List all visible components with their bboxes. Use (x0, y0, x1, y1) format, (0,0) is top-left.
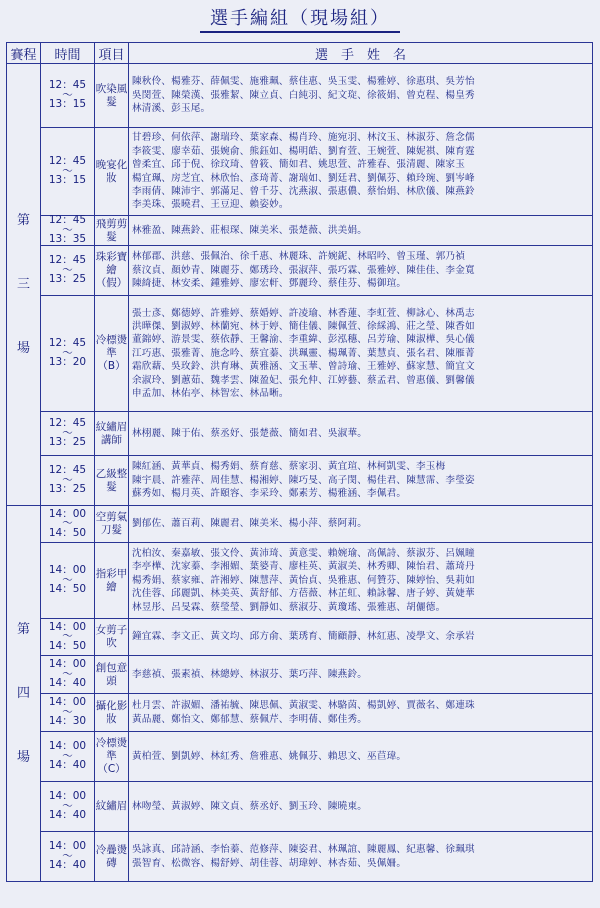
time-cell (41, 412, 95, 456)
table-body (7, 64, 593, 882)
names-line: 蔡汶貞、顏妙青、陳麗芬、鄭琇玲、張淑萍、張巧霖、張雅婷、陳佳佳、李金寬 (132, 264, 475, 276)
table-row (7, 619, 593, 656)
time-start: 14：00 (48, 740, 87, 753)
item-cell: 冷疊燙磚 (95, 832, 129, 882)
names-cell (129, 832, 593, 882)
time-sep: ～ (62, 473, 73, 486)
names-line: 林清溪、彭玉尾。 (132, 103, 211, 115)
names-line: 林栩麗、陳于佑、蔡丞妤、張楚薇、簡如君、吳淑華。 (132, 427, 368, 439)
header-item: 項目 (95, 43, 129, 64)
names-line: 蘇秀如、楊月英、許頤容、李采玲、鄭素芳、楊雅涵、李佩君。 (132, 488, 407, 500)
item-cell: 冷標燙準（C） (95, 732, 129, 782)
names-line: 林吻瑩、黃淑婷、陳文貞、蔡丞妤、劉玉玲、陳曉東。 (132, 800, 368, 812)
names-cell (129, 506, 593, 543)
table-header-row (7, 43, 593, 64)
time-cell (41, 216, 95, 246)
session-label: 第 三 場 (7, 64, 41, 506)
time-start: 12：45 (48, 464, 87, 477)
time-sep: ～ (62, 346, 73, 359)
table-row (7, 296, 593, 412)
time-cell (41, 506, 95, 543)
names-line: 李雨倩、陳沛宇、郭滿足、曾千芬、沈燕淑、張惠儂、蔡怡娟、林欣儀、陳燕鈴 (132, 185, 475, 197)
time-sep: ～ (62, 223, 73, 236)
names-line: 劉郁佐、蕭百莉、陳麗君、陳美米、楊小萍、蔡阿莉。 (132, 518, 368, 530)
page-title: 選手編組（現場組） (200, 4, 400, 33)
names-line: 吳詠真、邱詩涵、李怡蓁、范修萍、陳姿君、林珮誼、陳麗鳳、紀惠馨、徐珮琪 (132, 844, 475, 856)
names-line: 李筱雯、廖幸茹、張婉俞、熊鈺如、楊明皓、劉育萱、王婉萱、陳妮祺、陳育霆 (132, 145, 475, 157)
time-sep: ～ (62, 88, 73, 101)
names-line: 楊秀娟、蔡家雍、許湘婷、陳慧萍、黃怡貞、吳雅惠、何贊芬、陳婷怡、吳莉如 (132, 574, 475, 586)
time-end: 14：50 (48, 583, 87, 596)
table-row (7, 656, 593, 694)
time-sep: ～ (62, 263, 73, 276)
time-end: 14：40 (48, 677, 87, 690)
time-cell (41, 128, 95, 216)
time-end: 14：50 (48, 639, 87, 652)
time-cell (41, 456, 95, 506)
names-line: 陳紅涵、黃華貞、楊秀娟、蔡育慈、蔡家羽、黃宜瑄、林柯凱雯、李玉梅 (132, 461, 446, 473)
time-sep: ～ (62, 667, 73, 680)
table-row (7, 216, 593, 246)
time-sep: ～ (62, 705, 73, 718)
time-start: 12：45 (48, 155, 87, 168)
names-cell (129, 216, 593, 246)
names-line: 洪曄傑、劉淑婷、林蘭宛、林于婷、簡佳儀、陳佩萱、徐綵鴻、莊之瑩、陳香如 (132, 320, 475, 332)
names-line: 張智育、松微容、楊舒婷、胡佳蓉、胡瑋婷、林杏茹、吳佩姍。 (132, 857, 407, 869)
time-cell (41, 732, 95, 782)
title-wrap (0, 4, 600, 33)
names-cell (129, 619, 593, 656)
header-time: 時間 (41, 43, 95, 64)
time-sep: ～ (62, 164, 73, 177)
names-line: 杜月雲、許淑媚、潘祐毓、陳思佩、黃淑雯、林駱茵、楊凱婷、賈薇名、鄭連珠 (132, 700, 475, 712)
names-line: 鐘宜霖、李文正、黃文均、邱方俞、葉琇育、簡顧靜、林紅惠、凌學文、余承岩 (132, 631, 475, 643)
names-line: 楊宜珮、房芝宜、林欣怡、彥琦菁、謝瑞如、劉廷君、劉佩芬、賴玲琬、劉岑峰 (132, 172, 475, 184)
names-line: 黃品麗、鄭怡文、鄭郁慧、蔡佩芹、李明蒨、鄭佳秀。 (132, 713, 368, 725)
item-cell: 攝化影妝 (95, 694, 129, 732)
item-cell: 創包意頭 (95, 656, 129, 694)
time-sep: ～ (62, 573, 73, 586)
time-end: 14：40 (48, 809, 87, 822)
names-line: 林郁郡、洪慈、張佩治、徐千惠、林麗珠、許婉鈮、林昭吟、曾玉瑾、郭乃禎 (132, 251, 465, 263)
time-end: 14：40 (48, 759, 87, 772)
item-cell: 紋繡眉講師 (95, 412, 129, 456)
table-row (7, 246, 593, 296)
time-start: 12：45 (48, 337, 87, 350)
session-label: 第 四 場 (7, 506, 41, 882)
names-line: 林昱彤、呂旻霖、蔡瑩瑩、劉靜如、蔡淑芬、黃瓊瑤、張雅惠、胡儷德。 (132, 601, 446, 613)
names-line: 陳綺捷、林安柔、鍾雅婷、廖宏軒、鄧麗玲、蔡佳芬、楊御瑄。 (132, 278, 407, 290)
names-line: 沈柏汝、秦嘉敏、張文伶、黃沛琦、黃意雯、賴婉瑜、高佩詩、蔡淑芬、呂姵瞳 (132, 547, 475, 559)
names-line: 李慈禎、張素禎、林總婷、林淑芬、葉巧萍、陳燕鈴。 (132, 668, 368, 680)
time-end: 13：15 (48, 174, 87, 187)
time-sep: ～ (62, 799, 73, 812)
time-start: 12：45 (48, 417, 87, 430)
time-cell (41, 246, 95, 296)
table-row (7, 412, 593, 456)
time-cell (41, 656, 95, 694)
item-cell: 晚宴化妝 (95, 128, 129, 216)
time-cell (41, 694, 95, 732)
names-cell (129, 656, 593, 694)
names-cell (129, 296, 593, 412)
names-line: 吳閔萱、陳榮漢、張雅絜、陳立貞、白純羽、紀文琁、徐筱娟、曾克程、楊皇秀 (132, 89, 475, 101)
time-end: 13：25 (48, 436, 87, 449)
time-end: 13：20 (48, 356, 87, 369)
item-cell: 冷標燙準（B） (95, 296, 129, 412)
names-cell (129, 246, 593, 296)
time-cell (41, 619, 95, 656)
item-cell: 乙級整髮 (95, 456, 129, 506)
time-sep: ～ (62, 517, 73, 530)
item-cell: 吹染風髮 (95, 64, 129, 128)
names-line: 沈佳蓉、邱麗凱、林美英、黃舒郁、方蓓薇、林芷虹、賴詠馨、唐子婷、黃婕華 (132, 588, 475, 600)
table-row (7, 456, 593, 506)
names-cell (129, 543, 593, 619)
table-row (7, 128, 593, 216)
names-line: 甘碧珍、何依萍、謝瑞玲、葉家森、楊肖玲、施宛羽、林汶玉、林淑芬、詹念儒 (132, 132, 475, 144)
names-line: 申孟加、林佑亭、林智宏、林品晰。 (132, 388, 289, 400)
item-cell: 女剪子吹 (95, 619, 129, 656)
time-end: 13：25 (48, 483, 87, 496)
time-start: 12：45 (48, 214, 87, 227)
names-line: 董錦婷、游景雯、蔡依靜、王馨渝、李重緯、彭泓穗、呂芳瑜、陳淑樺、吳心儀 (132, 334, 475, 346)
names-cell (129, 694, 593, 732)
time-end: 14：30 (48, 715, 87, 728)
time-end: 13：35 (48, 233, 87, 246)
time-start: 14：00 (48, 790, 87, 803)
item-cell: 指彩甲繪 (95, 543, 129, 619)
time-sep: ～ (62, 749, 73, 762)
time-end: 14：40 (48, 859, 87, 872)
time-sep: ～ (62, 630, 73, 643)
names-line: 李美珠、張曉君、王豆迎、賴姿妙。 (132, 199, 289, 211)
time-start: 14：00 (48, 620, 87, 633)
table-row (7, 832, 593, 882)
time-start: 12：45 (48, 79, 87, 92)
header-names: 選 手 姓 名 (129, 43, 593, 64)
names-cell (129, 128, 593, 216)
time-end: 13：25 (48, 273, 87, 286)
time-cell (41, 296, 95, 412)
item-cell: 空剪氣刀髮 (95, 506, 129, 543)
time-cell (41, 543, 95, 619)
table-row (7, 543, 593, 619)
time-sep: ～ (62, 426, 73, 439)
time-start: 14：00 (48, 507, 87, 520)
header-session: 賽程 (7, 43, 41, 64)
names-line: 張士彥、鄭德婷、許雅婷、蔡婚婷、許凌瑜、林香蓮、李虹萱、柳詠心、林禹志 (132, 307, 475, 319)
names-cell (129, 732, 593, 782)
names-line: 陳宇晨、許雅萍、周佳慧、楊湘婷、陳巧旻、高子閔、楊佳君、陳慧霈、李瑩姿 (132, 474, 475, 486)
schedule-table (6, 42, 593, 882)
names-cell (129, 456, 593, 506)
time-cell (41, 782, 95, 832)
time-start: 14：00 (48, 658, 87, 671)
names-line: 陳秋伶、楊雅芬、薛佩雯、施雅珮、蔡佳惠、吳玉雯、楊雅婷、徐惠琪、吳芳怡 (132, 76, 475, 88)
names-cell (129, 782, 593, 832)
names-line: 李亭樺、沈家蓁、李湘媚、葉婆青、廖桂英、黃淑美、林秀卿、陳怡君、蕭琦丹 (132, 561, 475, 573)
names-line: 林雅盈、陳燕鈴、莊根琛、陳美米、張楚薇、洪美娟。 (132, 224, 368, 236)
time-start: 14：00 (48, 840, 87, 853)
time-start: 12：45 (48, 254, 87, 267)
names-cell (129, 64, 593, 128)
names-line: 霜欣藉、吳玫鈴、洪育琳、黃雅涵、文玉華、曾詩瑜、王雅婷、蘇家慧、簡宜文 (132, 361, 475, 373)
time-cell (41, 64, 95, 128)
time-cell (41, 832, 95, 882)
item-cell: 珠彩寶繪（假） (95, 246, 129, 296)
names-line: 黃柏萱、劉凱婷、林紅秀、詹雅惠、姚佩芬、賴思文、巫苣瑋。 (132, 750, 407, 762)
time-start: 14：00 (48, 696, 87, 709)
names-cell (129, 412, 593, 456)
table-row (7, 64, 593, 128)
names-line: 余淑玲、劉蕙茹、魏孝雲、陳盈妃、張允仲、江婷藝、蔡孟君、曾惠儀、劉馨儀 (132, 374, 475, 386)
time-start: 14：00 (48, 564, 87, 577)
time-end: 13：15 (48, 98, 87, 111)
table-row (7, 506, 593, 543)
names-line: 江巧惠、張雅菁、施念吟、蔡宜蓁、洪珮靈、楊珮菁、葉慧貞、張名君、陳雁菁 (132, 347, 475, 359)
item-cell: 飛剪剪髮 (95, 216, 129, 246)
time-end: 14：50 (48, 526, 87, 539)
time-sep: ～ (62, 849, 73, 862)
names-line: 曾柔宜、邱于倪、徐玟琦、曾筱、簡如君、姚思萱、許雅春、張清麗、陳家玉 (132, 159, 465, 171)
table-row (7, 694, 593, 732)
table-row (7, 732, 593, 782)
item-cell: 紋繡眉 (95, 782, 129, 832)
table-row (7, 782, 593, 832)
